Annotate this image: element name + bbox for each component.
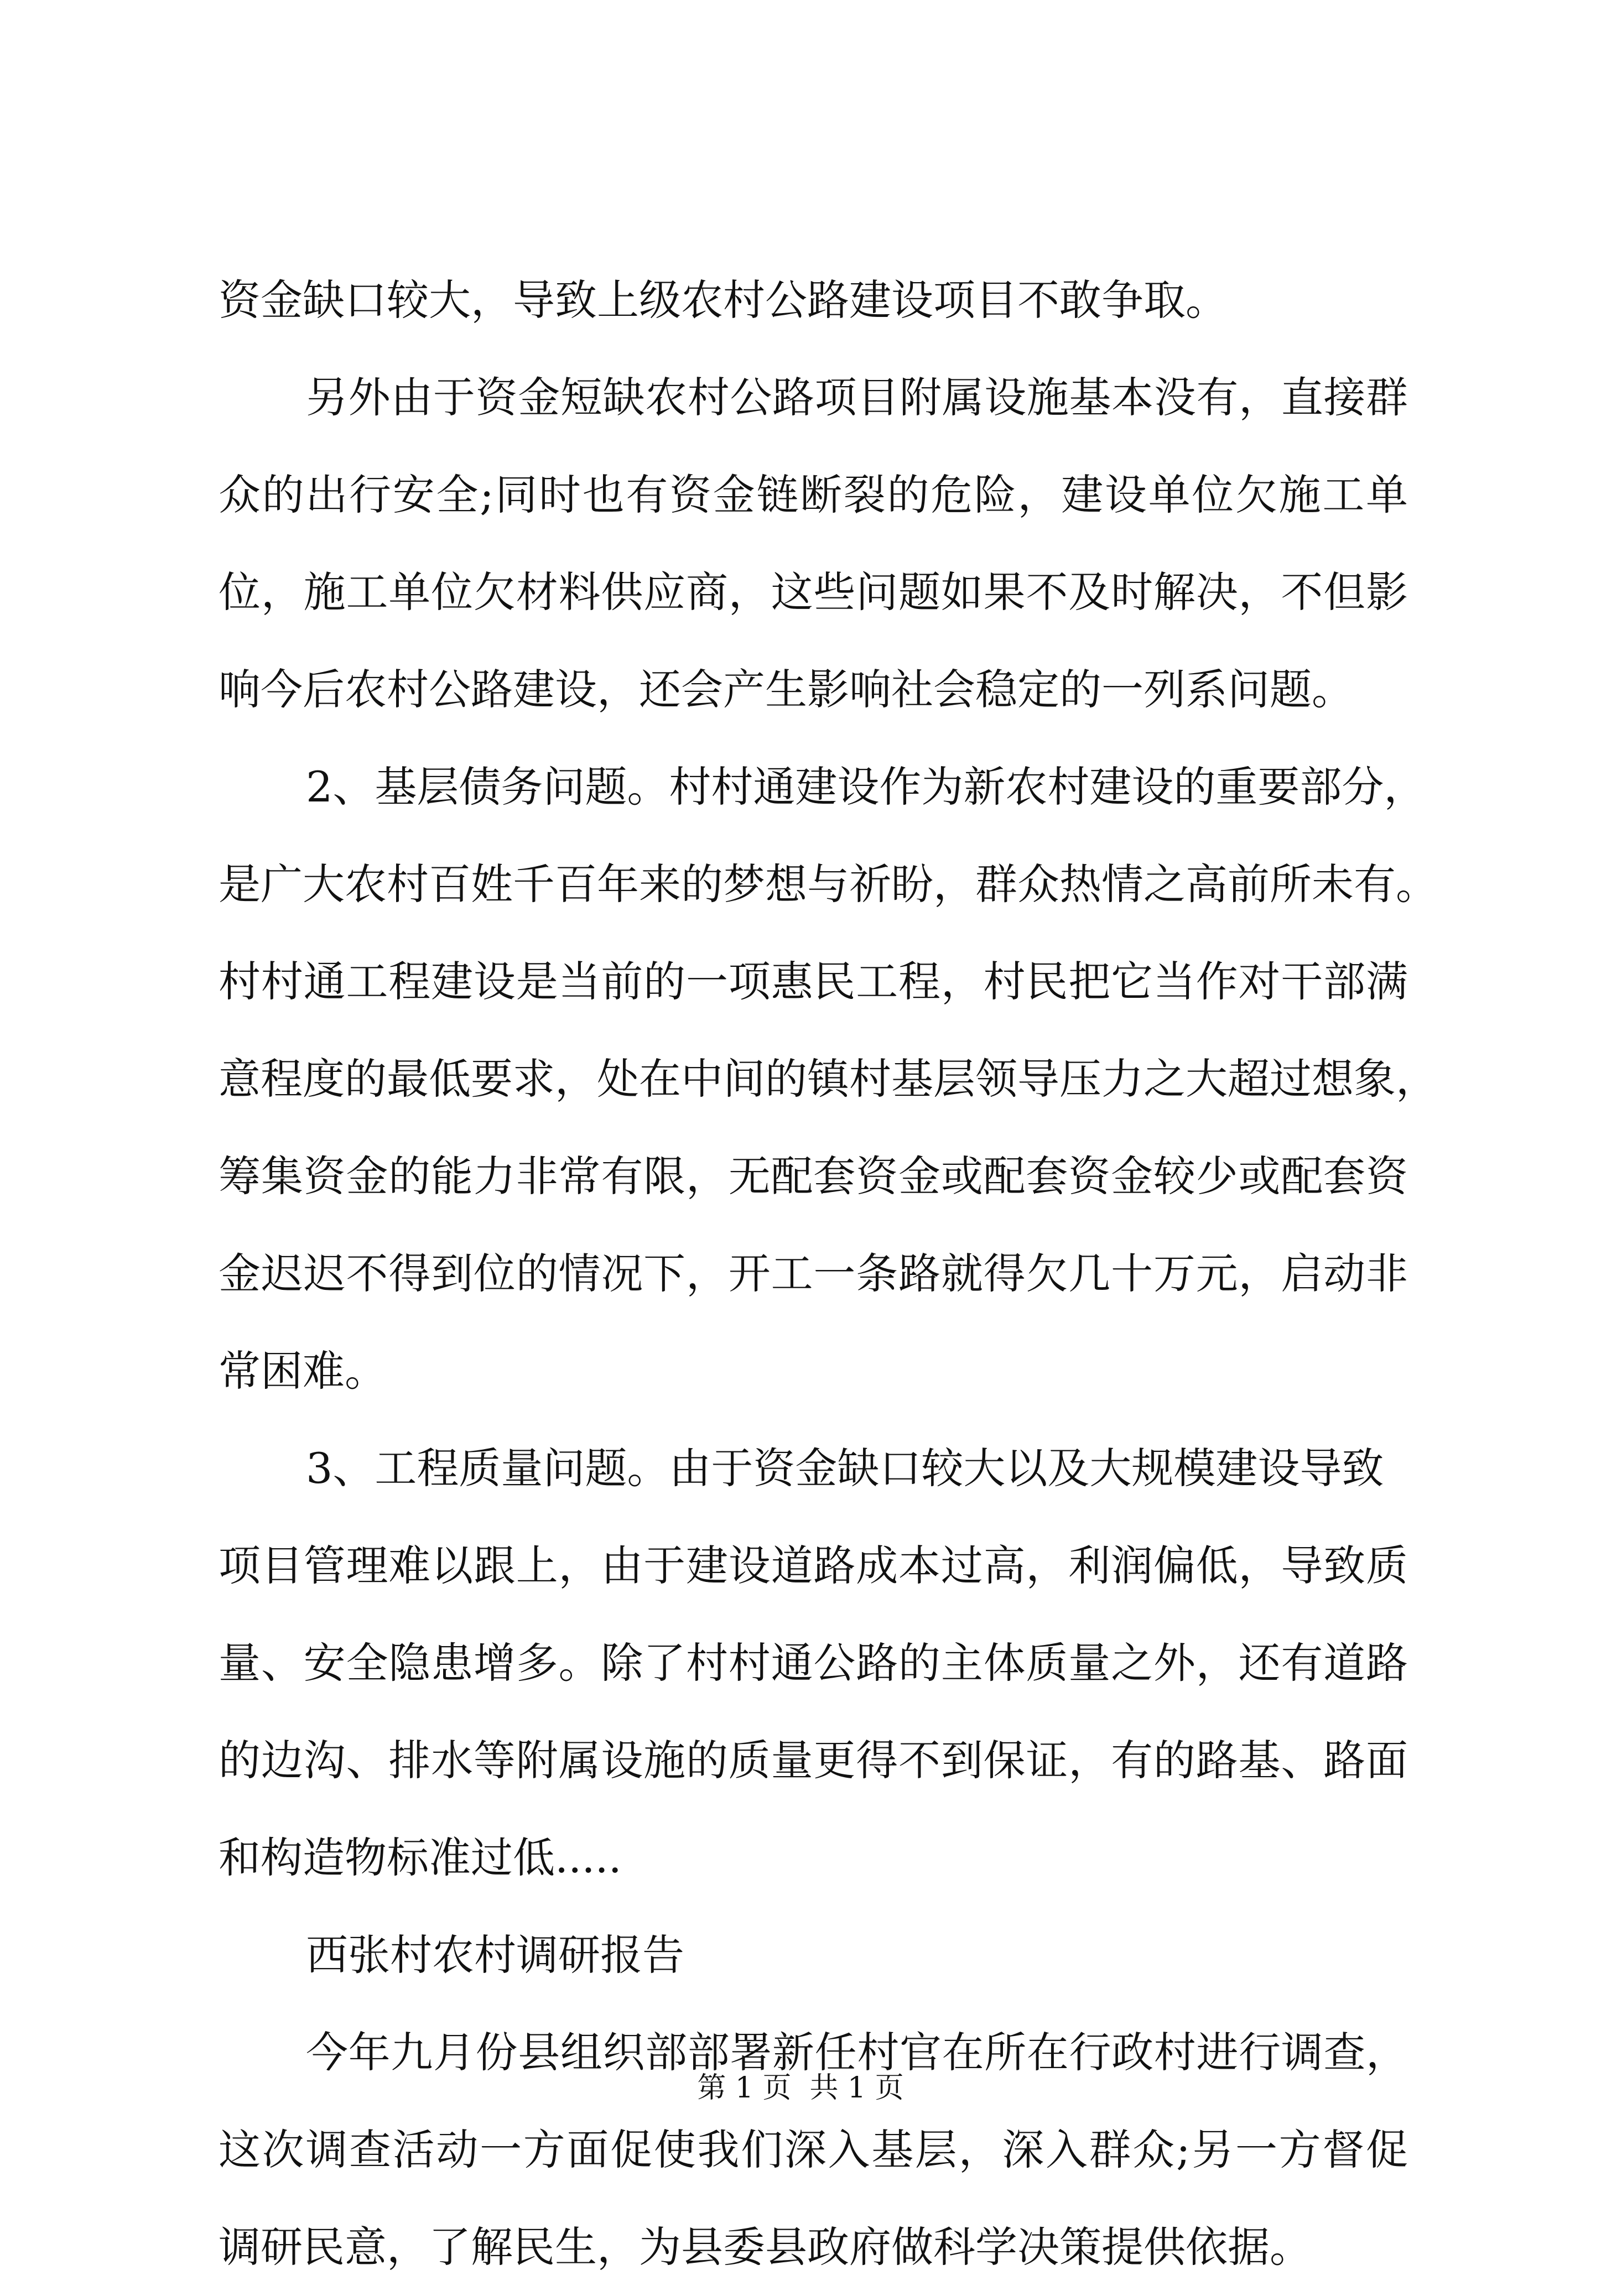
page-number-label: 第 1 页 共 1 页 bbox=[697, 2071, 904, 2105]
text-line: 2、基层债务问题。村村通建设作为新农村建设的重要部分， bbox=[306, 762, 1426, 811]
document-body bbox=[219, 252, 1438, 2296]
page-footer bbox=[0, 2069, 1601, 2107]
text-line: 常困难。 bbox=[219, 1346, 387, 1396]
text-line: 今年九月份县组织部部署新任村官在所在行政村进行调查， bbox=[306, 2028, 1408, 2077]
text-line: 响今后农村公路建设，还会产生影响社会稳定的一列系问题。 bbox=[219, 665, 1354, 714]
text-line: 另外由于资金短缺农村公路项目附属设施基本没有，直接群 bbox=[306, 373, 1408, 422]
text-line: 量、安全隐患增多。除了村村通公路的主体质量之外，还有道路 bbox=[219, 1638, 1408, 1688]
text-line: 是广大农村百姓千百年来的梦想与祈盼，群众热情之高前所未有。 bbox=[219, 860, 1438, 909]
text-line: 资金缺口较大，导致上级农村公路建设项目不敢争取。 bbox=[219, 275, 1228, 325]
text-line: 众的出行安全;同时也有资金链断裂的危险，建设单位欠施工单 bbox=[219, 470, 1408, 519]
text-line: 这次调查活动一方面促使我们深入基层，深入群众;另一方督促 bbox=[219, 2125, 1408, 2174]
text-line: 金迟迟不得到位的情况下，开工一条路就得欠几十万元，启动非 bbox=[219, 1249, 1408, 1298]
text-line: 的边沟、排水等附属设施的质量更得不到保证，有的路基、路面 bbox=[219, 1736, 1408, 1785]
text-line: 村村通工程建设是当前的一项惠民工程，村民把它当作对干部满 bbox=[219, 957, 1408, 1006]
text-line: 3、工程质量问题。由于资金缺口较大以及大规模建设导致 bbox=[306, 1444, 1384, 1493]
section-title: 西张村农村调研报告 bbox=[306, 1930, 684, 1980]
text-line: 调研民意，了解民生，为县委县政府做科学决策提供依据。 bbox=[219, 2222, 1312, 2272]
text-line: 筹集资金的能力非常有限，无配套资金或配套资金较少或配套资 bbox=[219, 1152, 1408, 1201]
text-line: 项目管理难以跟上，由于建设道路成本过高，利润偏低，导致质 bbox=[219, 1541, 1408, 1590]
text-line: 意程度的最低要求，处在中间的镇村基层领导压力之大超过想象， bbox=[219, 1054, 1438, 1103]
text-line: 位，施工单位欠材料供应商，这些问题如果不及时解决，不但影 bbox=[219, 568, 1408, 617]
text-line: 和构造物标准过低..... bbox=[219, 1833, 622, 1882]
